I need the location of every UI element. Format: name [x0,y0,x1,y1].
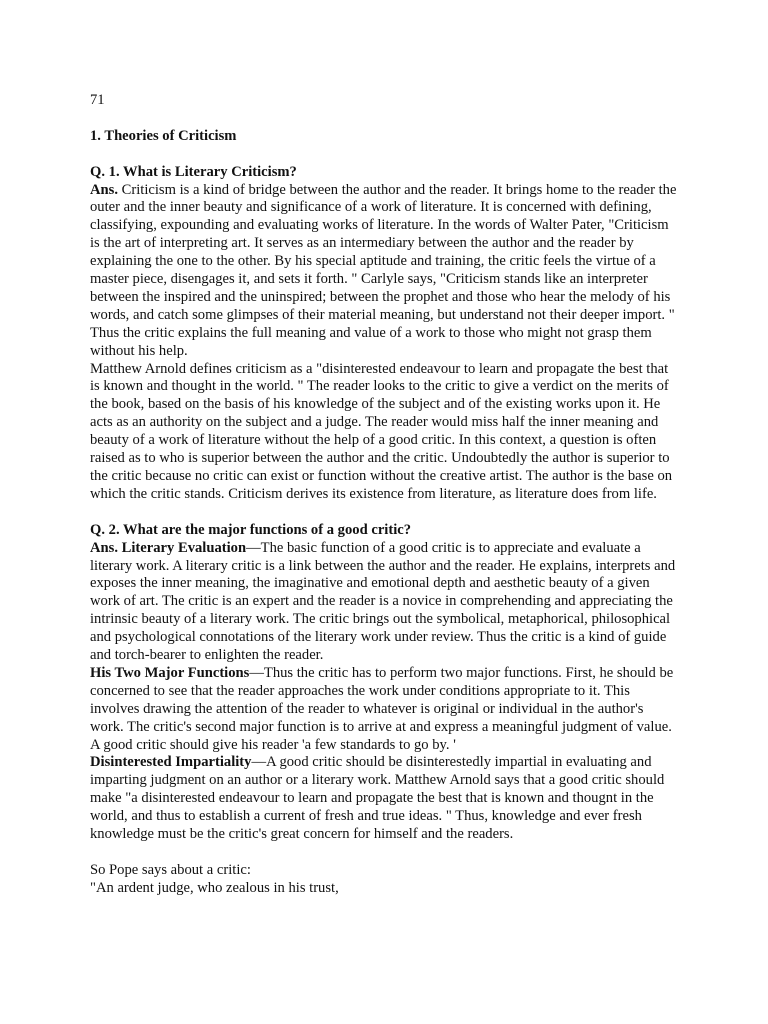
closing-quote-block [90,862,680,898]
section-heading: Disinterested Impartiality [90,754,252,771]
closing-intro-line: So Pope says about a critic: [90,861,251,878]
section-text: —The basic function of a good critic is to appreciate and evaluate a literary work. A literary critic is a link between the author and the reader. He explains, interprets and exposes the inner meaning, the imaginative and emotional depth and aesthetic beauty of a given work of art. The critic is an expert and the reader is a novice in comprehending and appreciating the intrinsic beauty of a literary work. The critic brings out the symbolical, metaphorical, philosophical and psychological connotations of the literary work under review. Thus the critic is a kind of guide and torch-bearer to enlighten the reader. [90,539,676,664]
question-1-heading: Q. 1. What is Literary Criticism? [90,163,297,180]
question-1-block [90,164,680,504]
answer-label: Ans. [90,181,118,198]
question-2-block [90,522,680,844]
question-1-answer-paragraph-2: Matthew Arnold defines criticism as a "disinterested endeavour to learn and propagate the best that is known and thought in the world. " The reader looks to the critic to give a verdict on the merits of the book, based on the basis of his knowledge of the subject and of the existing works upon it. He acts as an authority on the subject and a judge. The reader would miss half the inner meaning and beauty of a work of literature without the help of a good critic. In this context, a question is often raised as to who is superior between the author and the critic. Undoubtedly the author is superior to the critic because no critic can exist or function without the creative artist. The author is the base on which the critic stands. Criticism derives its existence from literature, as literature does from life. [90,360,673,502]
document-page [90,92,680,898]
page-number: 71 [90,92,105,108]
section-heading: His Two Major Functions [90,664,250,681]
chapter-title: 1. Theories of Criticism [90,127,237,144]
answer-section-literary-evaluation [90,540,680,665]
answer-section-two-major-functions [90,665,680,755]
closing-quote-line: "An ardent judge, who zealous in his trust, [90,879,339,896]
answer-text: Criticism is a kind of bridge between the author and the reader. It brings home to the reader the outer and the inner beauty and significance of a work of literature. It is concerned with defining, classifying, expounding and evaluating works of literature. In the words of Walter Pater, "Criticism is the art of interpreting art. It serves as an intermediary between the author and the reader by explaining the one to the other. By his special aptitude and training, the critic feels the virtue of a master piece, disengages it, and sets it forth. " Carlyle says, "Criticism stands like an interpreter between the inspired and the uninspired; between the prophet and those who hear the melody of his words, and catch some glimpses of their material meaning, but understand not their deeper import. " Thus the critic explains the full meaning and value of a work to those who might not grasp them without his help. [90,181,677,359]
section-text: —Thus the critic has to perform two major functions. First, he should be concerned to see that the reader approaches the work under conditions appropriate to it. This involves drawing the attention of the reader to whatever is original or individual in the author's work. The critic's second major function is to arrive at and express a meaningful judgment of value. A good critic should give his reader 'a few standards to go by. ' [90,664,674,753]
section-heading: Ans. Literary Evaluation [90,539,247,556]
question-2-heading: Q. 2. What are the major functions of a good critic? [90,521,412,538]
question-1-answer-paragraph-1 [90,182,680,361]
answer-section-disinterested-impartiality [90,754,680,844]
section-text: —A good critic should be disinterestedly impartial in evaluating and imparting judgment on an author or a literary work. Matthew Arnold says that a good critic should make "a disinterested endeavour to learn and propagate the best that is known and thougnt in the world, and thus to establish a current of fresh and true ideas. " Thus, knowledge and ever fresh knowledge must be the critic's great concern for himself and the readers. [90,754,665,843]
